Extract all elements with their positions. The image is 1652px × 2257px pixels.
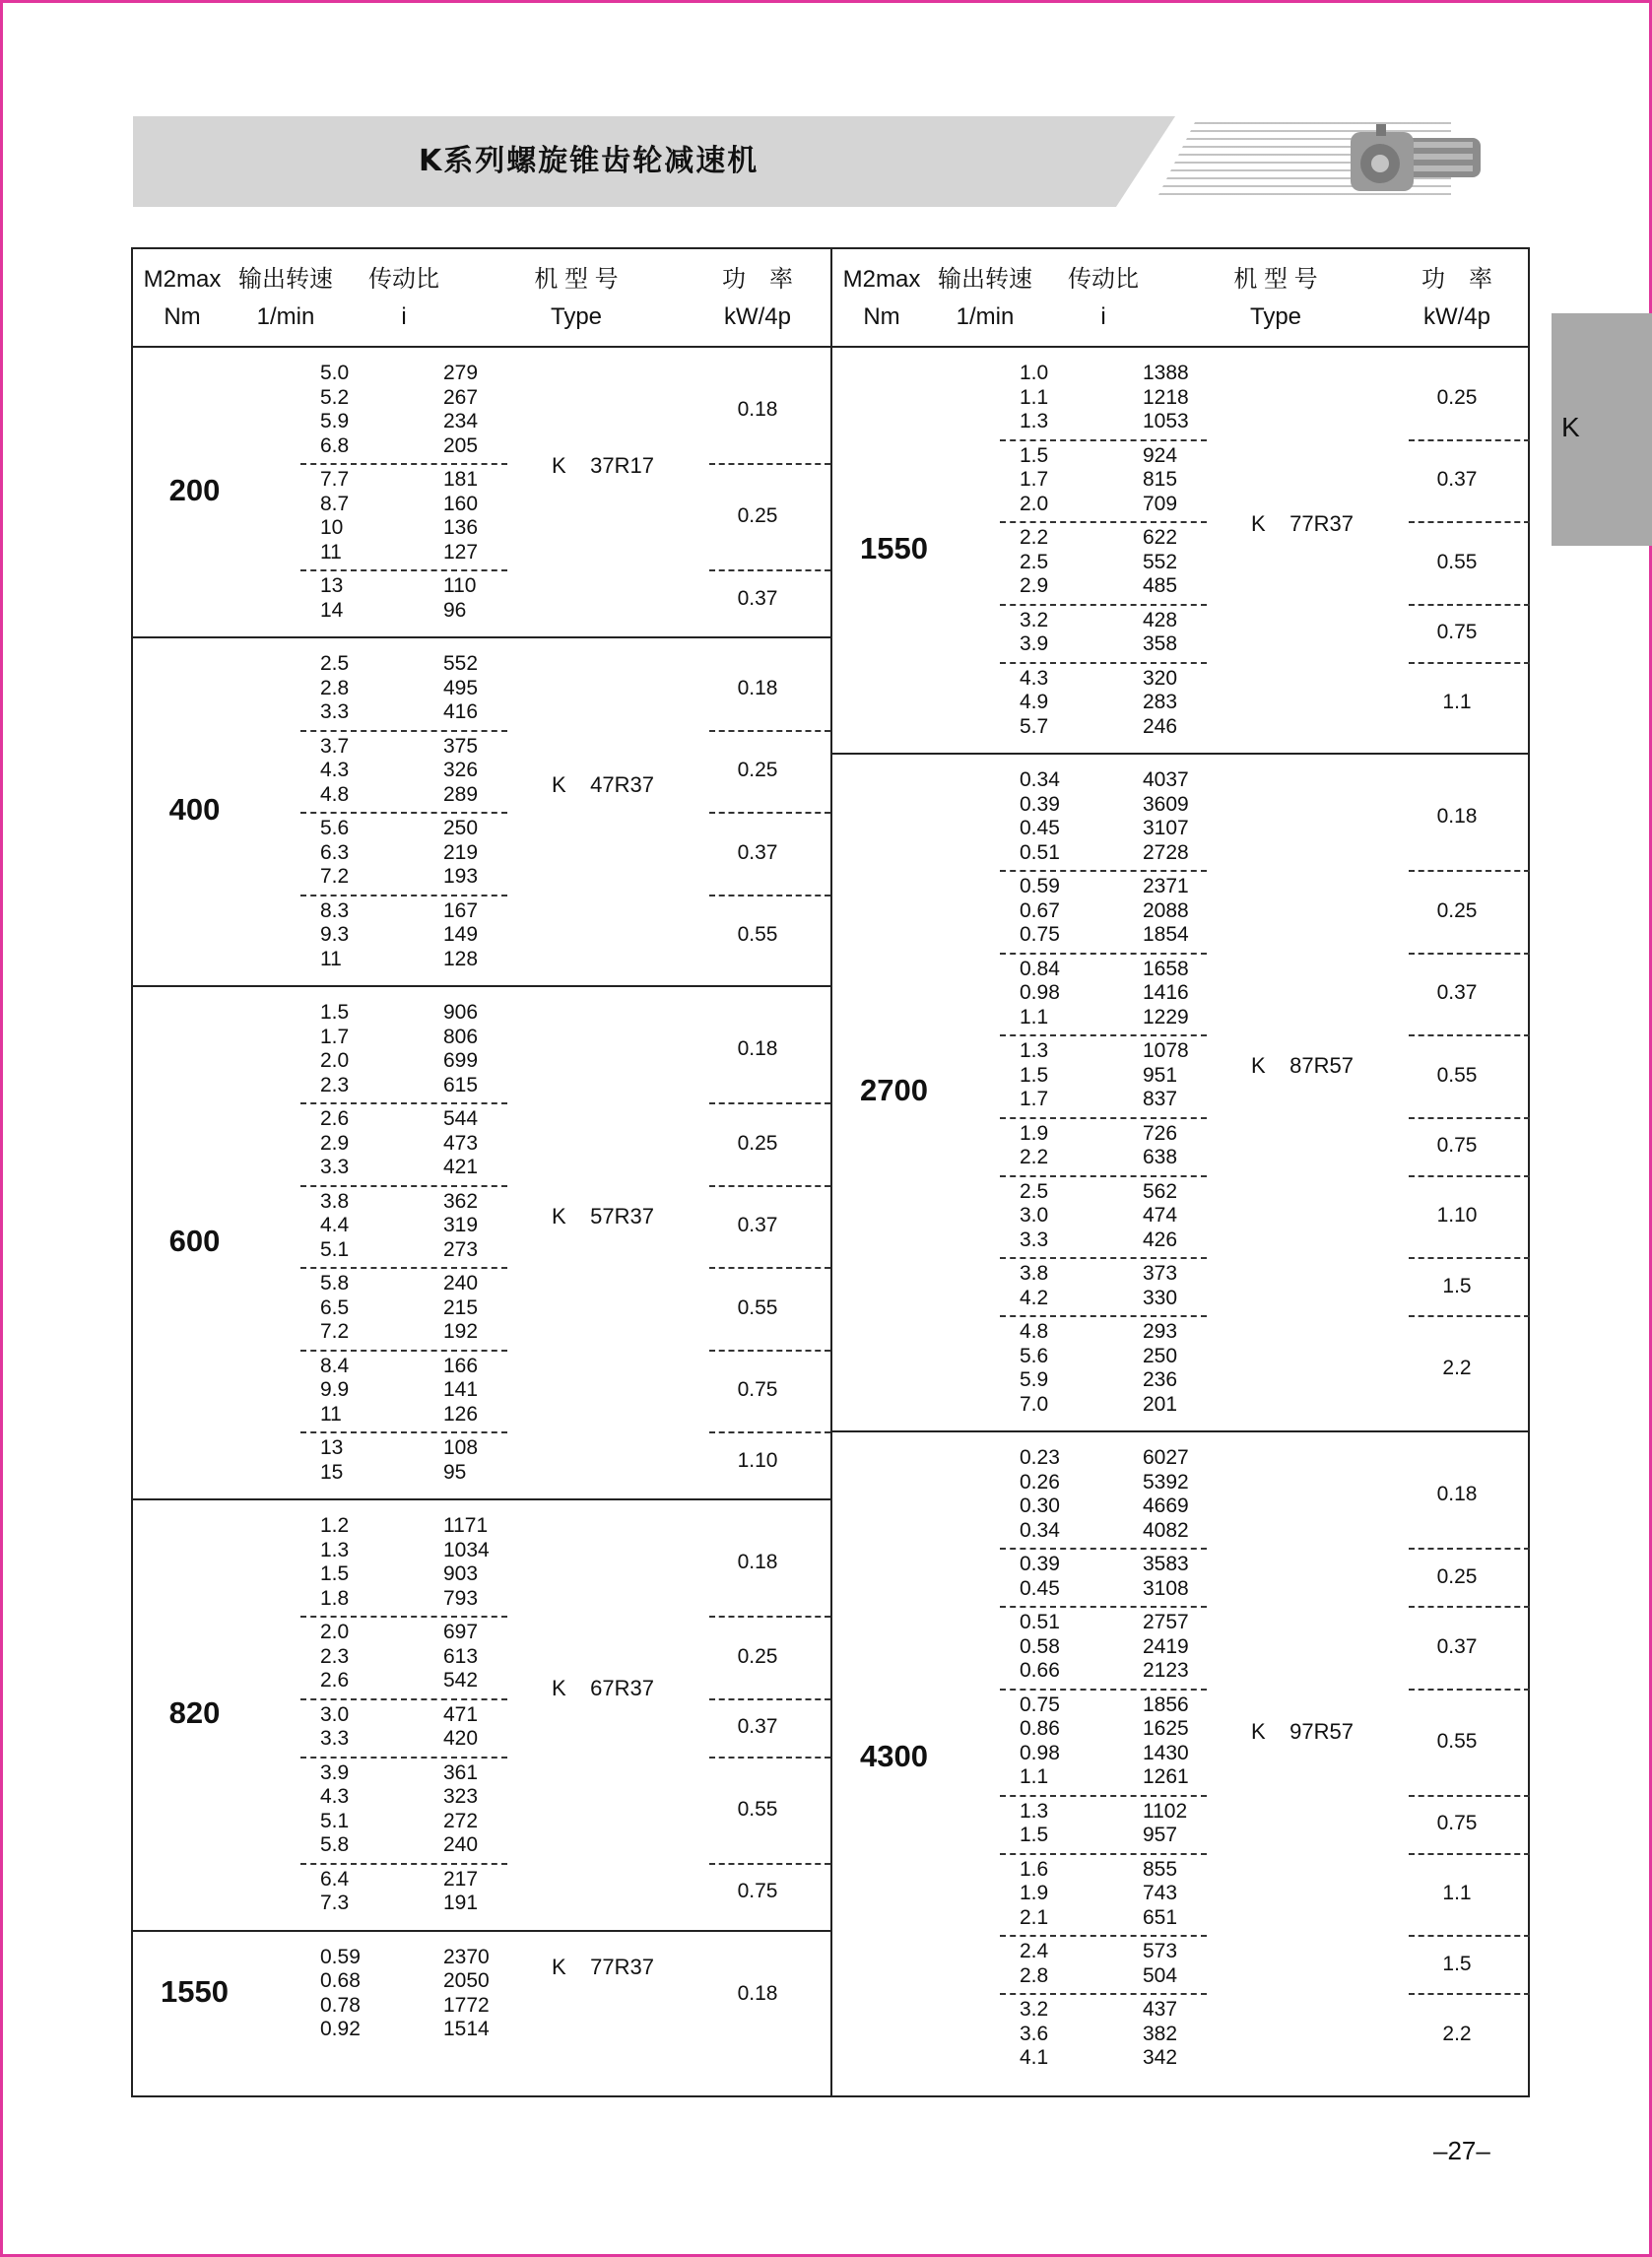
ratio-values: 471 420 [443, 1702, 479, 1750]
speed-values: 0.34 0.39 0.45 0.51 [1020, 768, 1060, 864]
speed-values: 5.8 6.5 7.2 [320, 1272, 350, 1343]
m2max-value: 1550 [161, 1973, 229, 2009]
speed-values: 7.7 8.7 10 11 [320, 468, 350, 564]
header-ratio-line1: 传动比 [1068, 266, 1139, 293]
header-ratio-line1: 传动比 [368, 266, 439, 293]
header-speed [931, 249, 1039, 346]
page-title: K系列螺旋锥齿轮减速机 [419, 144, 760, 178]
header-speed [231, 249, 340, 346]
power-value: 0.25 [1436, 385, 1478, 409]
band-divider [1000, 1034, 1207, 1036]
ratio-values: 250 219 193 [443, 817, 479, 888]
speed-values: 0.75 0.86 0.98 1.1 [1020, 1693, 1060, 1788]
power-value: 0.75 [737, 1378, 778, 1402]
ratio-values: 726 638 [1143, 1121, 1178, 1168]
power-value: 1.10 [1436, 1204, 1478, 1228]
group-rule [832, 1430, 1530, 1432]
band-divider [1000, 1795, 1207, 1797]
power-value: 0.25 [1436, 1564, 1478, 1588]
ratio-values: 544 473 421 [443, 1107, 479, 1178]
band-divider [1000, 1993, 1207, 1995]
group-rule [133, 636, 830, 638]
power-value: 0.75 [1436, 1812, 1478, 1834]
band-divider [1409, 1689, 1530, 1691]
power-value: 0.55 [1436, 1729, 1478, 1753]
header-type-line1: 机 型 号 [1233, 266, 1318, 293]
power-value: 0.37 [1436, 981, 1478, 1005]
power-value: 1.5 [1442, 1274, 1472, 1297]
ratio-values: 1856 1625 1430 1261 [1143, 1693, 1189, 1788]
speed-values: 0.23 0.26 0.30 0.34 [1020, 1446, 1060, 1542]
speed-values: 1.6 1.9 2.1 [1020, 1857, 1049, 1929]
band-divider [709, 1431, 830, 1433]
ratio-values: 2370 2050 1772 1514 [443, 1945, 490, 2040]
ratio-values: 373 330 [1143, 1262, 1178, 1309]
speed-values: 0.51 0.58 0.66 [1020, 1611, 1060, 1682]
band-divider [1000, 1257, 1207, 1259]
band-divider [1409, 604, 1530, 606]
band-divider [1000, 1315, 1207, 1317]
band-divider [300, 1863, 507, 1865]
band-divider [300, 1267, 507, 1269]
header-power-line2: kW/4p [723, 303, 791, 330]
speed-values: 1.9 2.2 [1020, 1121, 1049, 1168]
speed-values: 2.2 2.5 2.9 [1020, 526, 1049, 597]
band-divider [300, 569, 507, 571]
power-value: 1.1 [1442, 1882, 1472, 1905]
type-value: K 97R57 [1251, 1718, 1354, 1744]
ratio-values: 217 191 [443, 1867, 479, 1914]
header-m2max-line1: M2max [842, 266, 921, 293]
m2max-value: 820 [168, 1694, 221, 1730]
m2max-value: 2700 [860, 1073, 928, 1107]
power-value: 0.18 [737, 398, 778, 421]
band-divider [1000, 1548, 1207, 1550]
ratio-values: 362 319 273 [443, 1189, 479, 1261]
band-divider [1409, 1315, 1530, 1317]
speed-values: 6.4 7.3 [320, 1867, 350, 1914]
type-value: K 57R37 [552, 1203, 654, 1228]
band-divider [1409, 870, 1530, 872]
power-value: 1.10 [737, 1448, 778, 1472]
ratio-values: 2757 2419 2123 [1143, 1611, 1189, 1682]
speed-values: 8.4 9.9 11 [320, 1354, 350, 1426]
speed-values: 1.5 1.7 2.0 [1020, 443, 1049, 515]
ratio-values: 166 141 126 [443, 1354, 479, 1426]
type-value: K 47R37 [552, 772, 654, 797]
band-divider [300, 895, 507, 896]
m2max-value: 1550 [860, 530, 928, 565]
ratio-values: 6027 5392 4669 4082 [1143, 1446, 1189, 1542]
header-m2max-line2: Nm [164, 303, 201, 330]
speed-values: 4.3 4.9 5.7 [1020, 666, 1049, 738]
speed-values: 2.0 2.3 2.6 [320, 1621, 350, 1692]
power-value: 2.2 [1442, 1357, 1472, 1379]
band-divider [300, 1698, 507, 1700]
group-rule [133, 1930, 830, 1932]
speed-values: 13 15 [320, 1436, 344, 1484]
m2max-value: 4300 [860, 1738, 928, 1773]
type-value: K 77R37 [552, 1954, 654, 1979]
ratio-values: 622 552 485 [1143, 526, 1178, 597]
power-value: 1.1 [1442, 691, 1472, 714]
band-divider [1409, 1548, 1530, 1550]
speed-values: 2.5 3.0 3.3 [1020, 1179, 1049, 1251]
ratio-values: 361 323 272 240 [443, 1760, 479, 1856]
power-value: 0.75 [1436, 1134, 1478, 1157]
ratio-values: 562 474 426 [1143, 1179, 1178, 1251]
header-type-line2: Type [1249, 303, 1302, 330]
power-value: 0.18 [1436, 805, 1478, 828]
power-value: 0.37 [737, 586, 778, 610]
band-divider [1000, 604, 1207, 606]
band-divider [1409, 1257, 1530, 1259]
speed-values: 3.7 4.3 4.8 [320, 734, 350, 806]
speed-values: 8.3 9.3 11 [320, 898, 350, 970]
ratio-values: 924 815 709 [1143, 443, 1178, 515]
header-ratio [340, 249, 468, 346]
m2max-value: 600 [168, 1223, 221, 1258]
header-m2max-line1: M2max [143, 266, 222, 293]
power-value: 0.55 [1436, 1063, 1478, 1087]
header-m2max [133, 249, 231, 346]
power-value: 0.25 [737, 1644, 778, 1668]
ratio-values: 279 267 234 205 [443, 362, 479, 457]
power-value: 2.2 [1442, 2022, 1472, 2045]
band-divider [1409, 439, 1530, 441]
band-divider [1409, 1117, 1530, 1119]
speed-values: 1.3 1.5 1.7 [1020, 1039, 1049, 1110]
header-ratio-line2: i [401, 303, 407, 330]
ratio-values: 428 358 [1143, 608, 1178, 655]
band-divider [1409, 1795, 1530, 1797]
band-divider [300, 1350, 507, 1352]
ratio-values: 167 149 128 [443, 898, 479, 970]
ratio-values: 1078 951 837 [1143, 1039, 1189, 1110]
power-value: 0.25 [1436, 898, 1478, 922]
power-value: 0.18 [1436, 1483, 1478, 1505]
gear-motor-icon [1343, 124, 1490, 199]
band-divider [1409, 1175, 1530, 1177]
band-divider [709, 463, 830, 465]
ratio-values: 697 613 542 [443, 1621, 479, 1692]
band-divider [1000, 1117, 1207, 1119]
power-value: 0.55 [1436, 550, 1478, 573]
ratio-values: 3583 3108 [1143, 1553, 1189, 1600]
band-divider [1409, 1993, 1530, 1995]
band-divider [300, 1616, 507, 1618]
header-speed-line1: 输出转速 [238, 266, 333, 293]
power-value: 0.37 [737, 840, 778, 864]
ratio-values: 4037 3609 3107 2728 [1143, 768, 1189, 864]
ratio-values: 1102 957 [1143, 1799, 1188, 1846]
header-rule [133, 346, 830, 348]
power-value: 1.5 [1442, 1952, 1472, 1975]
power-value: 0.75 [737, 1880, 778, 1902]
type-value: K 87R57 [1251, 1053, 1354, 1078]
band-divider [1409, 521, 1530, 523]
speed-values: 0.59 0.67 0.75 [1020, 875, 1060, 946]
type-value: K 37R17 [552, 452, 654, 478]
speed-values: 2.6 2.9 3.3 [320, 1107, 350, 1178]
speed-values: 13 14 [320, 574, 344, 622]
band-divider [709, 730, 830, 732]
header-speed-line2: 1/min [256, 303, 315, 330]
power-value: 0.25 [737, 1131, 778, 1155]
header-speed-line1: 输出转速 [938, 266, 1032, 293]
section-tab[interactable] [1552, 313, 1652, 546]
speed-values: 3.0 3.3 [320, 1702, 350, 1750]
speed-values: 2.4 2.8 [1020, 1940, 1049, 1987]
ratio-values: 855 743 651 [1143, 1857, 1178, 1929]
speed-values: 5.6 6.3 7.2 [320, 817, 350, 888]
header-ratio-line2: i [1100, 303, 1106, 330]
power-value: 0.37 [1436, 1634, 1478, 1658]
speed-values: 4.8 5.6 5.9 7.0 [1020, 1320, 1049, 1416]
band-divider [1000, 1689, 1207, 1691]
ratio-values: 240 215 192 [443, 1272, 479, 1343]
ratio-values: 181 160 136 127 [443, 468, 479, 564]
speed-values: 0.39 0.45 [1020, 1553, 1060, 1600]
band-divider [709, 1267, 830, 1269]
page-number: –27– [1433, 2136, 1490, 2165]
speed-values: 5.0 5.2 5.9 6.8 [320, 362, 350, 457]
ratio-values: 2371 2088 1854 [1143, 875, 1189, 946]
power-value: 0.37 [1436, 468, 1478, 492]
header-power [685, 249, 830, 346]
band-divider [1409, 1853, 1530, 1855]
speed-values: 3.8 4.2 [1020, 1262, 1049, 1309]
speed-values: 1.3 1.5 [1020, 1799, 1049, 1846]
power-value: 0.55 [737, 1797, 778, 1821]
speed-values: 1.5 1.7 2.0 2.3 [320, 1001, 350, 1096]
band-divider [300, 1431, 507, 1433]
ratio-values: 293 250 236 201 [1143, 1320, 1178, 1416]
power-value: 0.25 [737, 504, 778, 527]
header-type [1167, 249, 1384, 346]
band-divider [709, 1185, 830, 1187]
band-divider [300, 463, 507, 465]
ratio-values: 437 382 342 [1143, 1998, 1178, 2069]
header-m2max [832, 249, 931, 346]
ratio-values: 375 326 289 [443, 734, 479, 806]
band-divider [300, 1757, 507, 1759]
ratio-values: 552 495 416 [443, 652, 479, 723]
header-speed-line2: 1/min [956, 303, 1015, 330]
band-divider [300, 1102, 507, 1104]
band-divider [709, 569, 830, 571]
speed-values: 1.2 1.3 1.5 1.8 [320, 1514, 350, 1610]
header-m2max-line2: Nm [863, 303, 900, 330]
header-ratio [1039, 249, 1167, 346]
ratio-values: 1171 1034 903 793 [443, 1514, 490, 1610]
power-value: 0.18 [737, 1981, 778, 2005]
type-value: K 67R37 [552, 1675, 654, 1700]
power-value: 0.18 [737, 1037, 778, 1060]
band-divider [1409, 662, 1530, 664]
power-value: 0.18 [737, 1551, 778, 1573]
ratio-values: 108 95 [443, 1436, 479, 1484]
power-value: 0.37 [737, 1715, 778, 1738]
header-type-line2: Type [550, 303, 603, 330]
speed-values: 3.9 4.3 5.1 5.8 [320, 1760, 350, 1856]
ratio-values: 906 806 699 615 [443, 1001, 479, 1096]
header-power [1384, 249, 1530, 346]
band-divider [1409, 1935, 1530, 1937]
band-divider [1000, 662, 1207, 664]
power-value: 0.55 [737, 1295, 778, 1319]
band-divider [709, 1102, 830, 1104]
ratio-values: 1658 1416 1229 [1143, 957, 1189, 1029]
group-rule [133, 1498, 830, 1500]
title-banner [133, 116, 1530, 207]
band-divider [709, 1350, 830, 1352]
ratio-values: 1388 1218 1053 [1143, 362, 1189, 432]
speed-values: 3.2 3.9 [1020, 608, 1049, 655]
header-power-line2: kW/4p [1422, 303, 1490, 330]
band-divider [709, 812, 830, 814]
band-divider [1409, 1606, 1530, 1608]
m2max-value: 200 [168, 472, 221, 507]
band-divider [1000, 870, 1207, 872]
type-value: K 77R37 [1251, 510, 1354, 536]
band-divider [1000, 1175, 1207, 1177]
group-rule [133, 985, 830, 987]
band-divider [300, 1185, 507, 1187]
header-power-line1: 功 率 [1421, 266, 1492, 293]
speed-values: 3.2 3.6 4.1 [1020, 1998, 1049, 2069]
speed-values: 2.5 2.8 3.3 [320, 652, 350, 723]
speed-values: 0.59 0.68 0.78 0.92 [320, 1945, 361, 2040]
band-divider [709, 1757, 830, 1759]
band-divider [1409, 953, 1530, 955]
band-divider [1000, 521, 1207, 523]
power-value: 0.75 [1436, 621, 1478, 643]
speed-values: 0.84 0.98 1.1 [1020, 957, 1060, 1029]
band-divider [709, 1616, 830, 1618]
ratio-values: 320 283 246 [1143, 666, 1178, 738]
header-rule [832, 346, 1530, 348]
ratio-values: 110 96 [443, 574, 477, 622]
band-divider [1000, 1853, 1207, 1855]
header-power-line1: 功 率 [722, 266, 793, 293]
column-divider [830, 249, 832, 2095]
speed-values: 3.8 4.4 5.1 [320, 1189, 350, 1261]
band-divider [1000, 1935, 1207, 1937]
band-divider [709, 895, 830, 896]
band-divider [1000, 953, 1207, 955]
header-type-line1: 机 型 号 [534, 266, 619, 293]
ratio-values: 573 504 [1143, 1940, 1178, 1987]
m2max-value: 400 [168, 792, 221, 827]
band-divider [300, 730, 507, 732]
band-divider [1000, 439, 1207, 441]
power-value: 0.25 [737, 759, 778, 782]
band-divider [300, 812, 507, 814]
header-type [468, 249, 685, 346]
section-tab-label: K [1561, 412, 1580, 442]
power-value: 0.37 [737, 1214, 778, 1237]
band-divider [1000, 1606, 1207, 1608]
group-rule [832, 753, 1530, 755]
power-value: 0.55 [737, 923, 778, 947]
power-value: 0.18 [737, 676, 778, 699]
band-divider [709, 1863, 830, 1865]
band-divider [1409, 1034, 1530, 1036]
speed-values: 1.0 1.1 1.3 [1020, 362, 1049, 432]
spec-table [131, 247, 1530, 2097]
band-divider [709, 1698, 830, 1700]
